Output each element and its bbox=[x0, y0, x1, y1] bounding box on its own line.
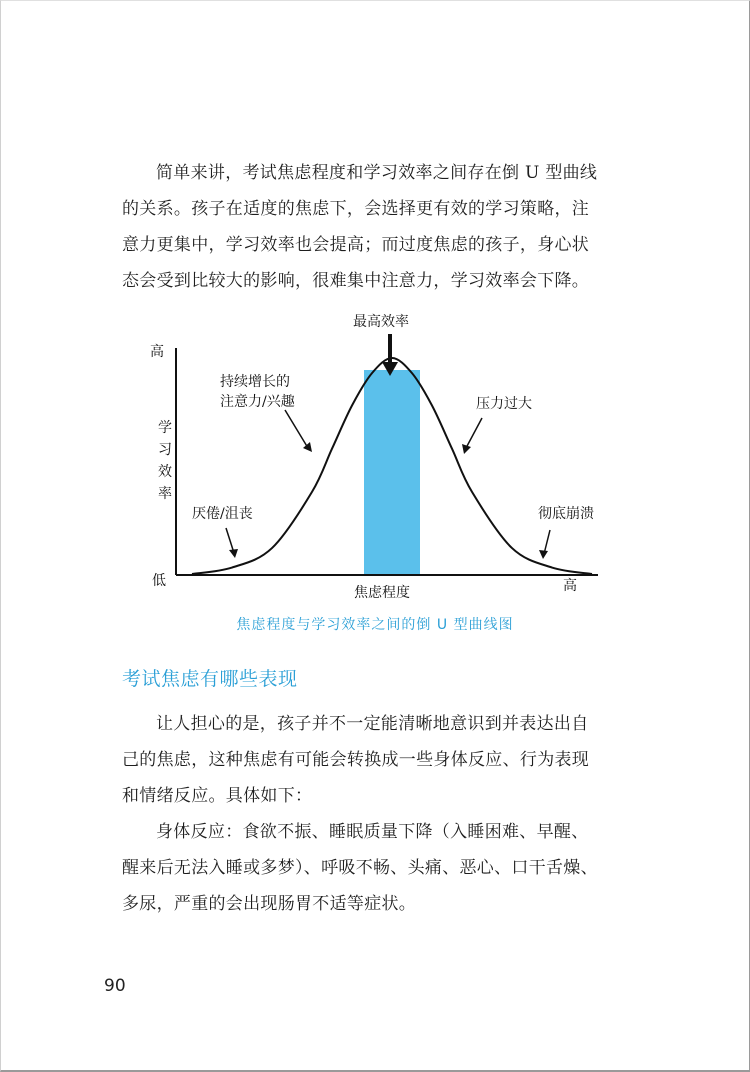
pointer-line bbox=[544, 530, 550, 554]
text-line: 和情绪反应。具体如下： bbox=[122, 786, 313, 806]
pointer-head bbox=[229, 549, 238, 558]
pointer-head bbox=[303, 442, 312, 452]
peak-efficiency-band bbox=[364, 370, 420, 574]
text-line: 意力更集中，学习效率也会提高；而过度焦虑的孩子，身心状 bbox=[122, 235, 590, 255]
x-axis-title: 焦虑程度 bbox=[354, 585, 410, 601]
inverted-u-chart bbox=[140, 300, 620, 640]
figure-caption: 焦虑程度与学习效率之间的倒 U 型曲线图 bbox=[236, 617, 514, 633]
y-axis-title-char: 习 bbox=[158, 442, 172, 458]
annotation-collapse: 彻底崩溃 bbox=[538, 506, 594, 522]
text-line: 多尿，严重的会出现肠胃不适等症状。 bbox=[122, 894, 417, 914]
annotation-growing-attention bbox=[220, 373, 295, 410]
y-axis-title-char: 效 bbox=[158, 464, 172, 480]
text-line: 态会受到比较大的影响，很难集中注意力，学习效率会下降。 bbox=[122, 271, 590, 291]
chart-svg bbox=[140, 300, 620, 610]
text-line: 简单来讲，考试焦虑程度和学习效率之间存在倒 U 型曲线 bbox=[156, 163, 598, 183]
x-high-label: 高 bbox=[563, 578, 577, 594]
pointer-line bbox=[226, 528, 234, 553]
annotation-boredom: 厌倦/沮丧 bbox=[192, 506, 253, 522]
pointer-line bbox=[285, 410, 308, 448]
pointer-head bbox=[539, 550, 548, 559]
text-line: 让人担心的是，孩子并不一定能清晰地意识到并表达出自 bbox=[156, 714, 589, 734]
text-line: 的关系。孩子在适度的焦虑下，会选择更有效的学习策略，注 bbox=[122, 199, 590, 219]
x-low-label: 低 bbox=[152, 573, 166, 589]
text-line: 醒来后无法入睡或多梦）、呼吸不畅、头痛、恶心、口干舌燥、 bbox=[122, 858, 598, 878]
annotation-peak: 最高效率 bbox=[353, 314, 409, 330]
y-axis-title-char: 学 bbox=[158, 420, 172, 436]
annotation-line: 持续增长的 bbox=[220, 374, 290, 390]
y-axis-title-char: 率 bbox=[158, 486, 172, 502]
annotation-pressure: 压力过大 bbox=[476, 396, 532, 412]
annotation-line: 注意力/兴趣 bbox=[220, 394, 295, 410]
y-high-label: 高 bbox=[150, 344, 164, 360]
text-line: 身体反应：食欲不振、睡眠质量下降（入睡困难、早醒、 bbox=[156, 822, 589, 842]
body-reaction-paragraph bbox=[122, 814, 622, 922]
pointer-line bbox=[466, 418, 482, 448]
worry-paragraph bbox=[122, 706, 622, 814]
y-axis-title bbox=[158, 420, 172, 502]
section-heading: 考试焦虑有哪些表现 bbox=[122, 668, 298, 690]
pointer-head bbox=[462, 444, 471, 454]
page-number: 90 bbox=[104, 976, 126, 996]
intro-paragraph bbox=[122, 155, 622, 299]
text-line: 己的焦虑，这种焦虑有可能会转换成一些身体反应、行为表现 bbox=[122, 750, 590, 770]
